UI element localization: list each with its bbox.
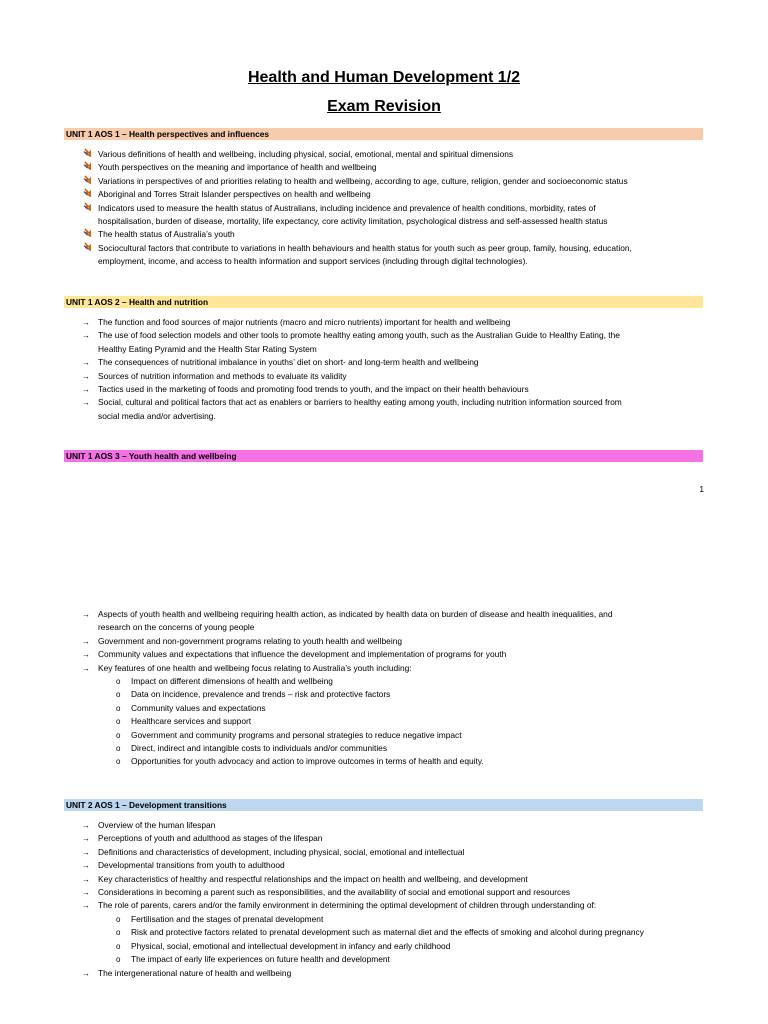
- sub-list-item: o Direct, indirect and intangible costs to individuals and/or communities: [0, 742, 768, 755]
- list-item: → The consequences of nutritional imbalance in youths’ diet on short- and long-term health and wellbeing: [0, 356, 768, 369]
- list-item: Aboriginal and Torres Strait Islander perspectives on health and wellbeing: [0, 188, 768, 201]
- list-item: → Developmental transitions from youth to adulthood: [0, 859, 768, 872]
- list-item: → Key characteristics of healthy and respectful relationships and the impact on health and wellbeing, and development: [0, 873, 768, 886]
- right-arrow-icon: →: [82, 888, 90, 898]
- list-item: → Considerations in becoming a parent such as responsibilities, and the availability of social and emotional support and resources: [0, 886, 768, 899]
- hollow-circle-icon: o: [116, 757, 121, 767]
- hollow-circle-icon: o: [116, 717, 121, 727]
- right-arrow-icon: →: [82, 874, 90, 884]
- down-right-arrow-icon: [83, 175, 92, 188]
- down-right-arrow-icon: [83, 161, 92, 174]
- right-arrow-icon: →: [82, 610, 90, 619]
- list-item: → Community values and expectations that influence the development and implementation of programs for youth: [0, 648, 768, 661]
- list-item-continuation: social media and/or advertising.: [98, 410, 216, 421]
- right-arrow-icon: →: [82, 663, 90, 673]
- list-item: → Definitions and characteristics of development, including physical, social, emotional and intellectual: [0, 846, 768, 859]
- hollow-circle-icon: o: [116, 744, 121, 754]
- list-item: → The use of food selection models and other tools to promote healthy eating among youth, such as the Australian Guide to Healthy Eating, the: [0, 329, 768, 342]
- list-item: The health status of Australia’s youth: [0, 228, 768, 241]
- list-item: Variations in perspectives of and priorities relating to health and wellbeing, according to age, culture, religion, gender and socioeconomic status: [0, 175, 768, 188]
- hollow-circle-icon: o: [116, 928, 121, 938]
- list-item: → The role of parents, carers and/or the family environment in determining the optimal development of children through understanding of:: [0, 899, 768, 912]
- right-arrow-icon: →: [82, 969, 90, 978]
- list-item: Indicators used to measure the health status of Australians, including incidence and prevalence of health conditions, morbidity, rates of: [0, 202, 768, 215]
- hollow-circle-icon: o: [116, 730, 121, 740]
- document-subtitle: Exam Revision: [327, 98, 441, 115]
- list-item: → Tactics used in the marketing of foods and promoting food trends to youth, and the impact on their health behaviours: [0, 383, 768, 396]
- down-right-arrow-icon: [83, 202, 92, 215]
- sub-list-item: o Impact on different dimensions of health and wellbeing: [0, 675, 768, 688]
- sub-list-item: o Risk and protective factors related to prenatal development such as maternal diet and the effects of smoking and alcohol during pregnancy: [0, 926, 768, 939]
- right-arrow-icon: →: [82, 821, 90, 830]
- sub-list-item: o Community values and expectations: [0, 702, 768, 715]
- right-arrow-icon: →: [82, 398, 90, 408]
- list-item: → The intergenerational nature of health and wellbeing: [0, 967, 768, 980]
- hollow-circle-icon: o: [116, 941, 121, 951]
- list-item-continuation: Healthy Eating Pyramid and the Health Star Rating System: [98, 343, 317, 354]
- page-number: 1: [699, 484, 704, 494]
- right-arrow-icon: →: [82, 331, 90, 341]
- section-list-unit2-aos1: [0, 819, 768, 913]
- right-arrow-icon: →: [82, 861, 90, 871]
- sub-list-item: o Healthcare services and support: [0, 715, 768, 728]
- section-sublist-unit1-aos3: [0, 675, 768, 769]
- right-arrow-icon: →: [82, 358, 90, 368]
- hollow-circle-icon: o: [116, 955, 121, 965]
- section-list-unit1-aos1: [0, 148, 768, 269]
- down-right-arrow-icon: [83, 188, 92, 201]
- section-heading-unit1-aos2: UNIT 1 AOS 2 – Health and nutrition: [64, 296, 703, 308]
- list-item: → The function and food sources of major nutrients (macro and micro nutrients) important for health and wellbeing: [0, 316, 768, 329]
- sub-list-item: o Physical, social, emotional and intellectual development in infancy and early childhood: [0, 940, 768, 953]
- hollow-circle-icon: o: [116, 703, 121, 713]
- down-right-arrow-icon: [83, 148, 92, 161]
- section-list-unit1-aos2: [0, 316, 768, 423]
- right-arrow-icon: →: [82, 834, 90, 844]
- sub-list-item: o Fertilisation and the stages of prenatal development: [0, 913, 768, 926]
- down-right-arrow-icon: [83, 228, 92, 241]
- list-item-continuation: employment, income, and access to health information and support services (including through digital technologies).: [98, 256, 528, 267]
- sub-list-item: o Data on incidence, prevalence and trends – risk and protective factors: [0, 688, 768, 701]
- list-item: → Key features of one health and wellbeing focus relating to Australia’s youth including:: [0, 662, 768, 675]
- section-heading-unit1-aos3: UNIT 1 AOS 3 – Youth health and wellbeing: [64, 450, 703, 462]
- list-item-continuation: hospitalisation, burden of disease, mortality, life expectancy, core activity limitation, psychological distress and self-assessed health status: [98, 216, 608, 227]
- sub-list-item: o Opportunities for youth advocacy and action to improve outcomes in terms of health and equity.: [0, 755, 768, 768]
- section-list-unit1-aos3: [0, 608, 768, 675]
- right-arrow-icon: →: [82, 318, 90, 327]
- sub-list-item: o Government and community programs and personal strategies to reduce negative impact: [0, 729, 768, 742]
- right-arrow-icon: →: [82, 650, 90, 660]
- sub-list-item: o The impact of early life experiences on future health and development: [0, 953, 768, 966]
- list-item: Sociocultural factors that contribute to variations in health behaviours and health status for youth such as peer group, family, housing, education,: [0, 242, 768, 255]
- right-arrow-icon: →: [82, 371, 90, 381]
- list-item: → Overview of the human lifespan: [0, 819, 768, 832]
- section-heading-unit1-aos1: UNIT 1 AOS 1 – Health perspectives and influences: [64, 128, 703, 140]
- list-item: → Perceptions of youth and adulthood as stages of the lifespan: [0, 832, 768, 845]
- section-final-list-unit2-aos1: [0, 967, 768, 980]
- document-title: Health and Human Development 1/2: [247, 69, 521, 86]
- list-item: → Sources of nutrition information and methods to evaluate its validity: [0, 370, 768, 383]
- list-item: Various definitions of health and wellbeing, including physical, social, emotional, mental and spiritual dimensions: [0, 148, 768, 161]
- list-item: → Aspects of youth health and wellbeing requiring health action, as indicated by health data on burden of disease and health inequalities, and: [0, 608, 768, 621]
- section-heading-unit2-aos1: UNIT 2 AOS 1 – Development transitions: [64, 799, 703, 811]
- section-sublist-unit2-aos1: [0, 913, 768, 967]
- hollow-circle-icon: o: [116, 915, 121, 924]
- list-item-continuation: research on the concerns of young people: [98, 622, 255, 633]
- hollow-circle-icon: o: [116, 677, 121, 686]
- right-arrow-icon: →: [82, 847, 90, 857]
- right-arrow-icon: →: [82, 901, 90, 911]
- list-item: → Social, cultural and political factors that act as enablers or barriers to healthy eating among youth, including nutrition information sourced from: [0, 396, 768, 409]
- list-item: Youth perspectives on the meaning and importance of health and wellbeing: [0, 161, 768, 174]
- hollow-circle-icon: o: [116, 690, 121, 700]
- down-right-arrow-icon: [83, 242, 92, 255]
- right-arrow-icon: →: [82, 385, 90, 395]
- list-item: → Government and non-government programs relating to youth health and wellbeing: [0, 635, 768, 648]
- right-arrow-icon: →: [82, 636, 90, 646]
